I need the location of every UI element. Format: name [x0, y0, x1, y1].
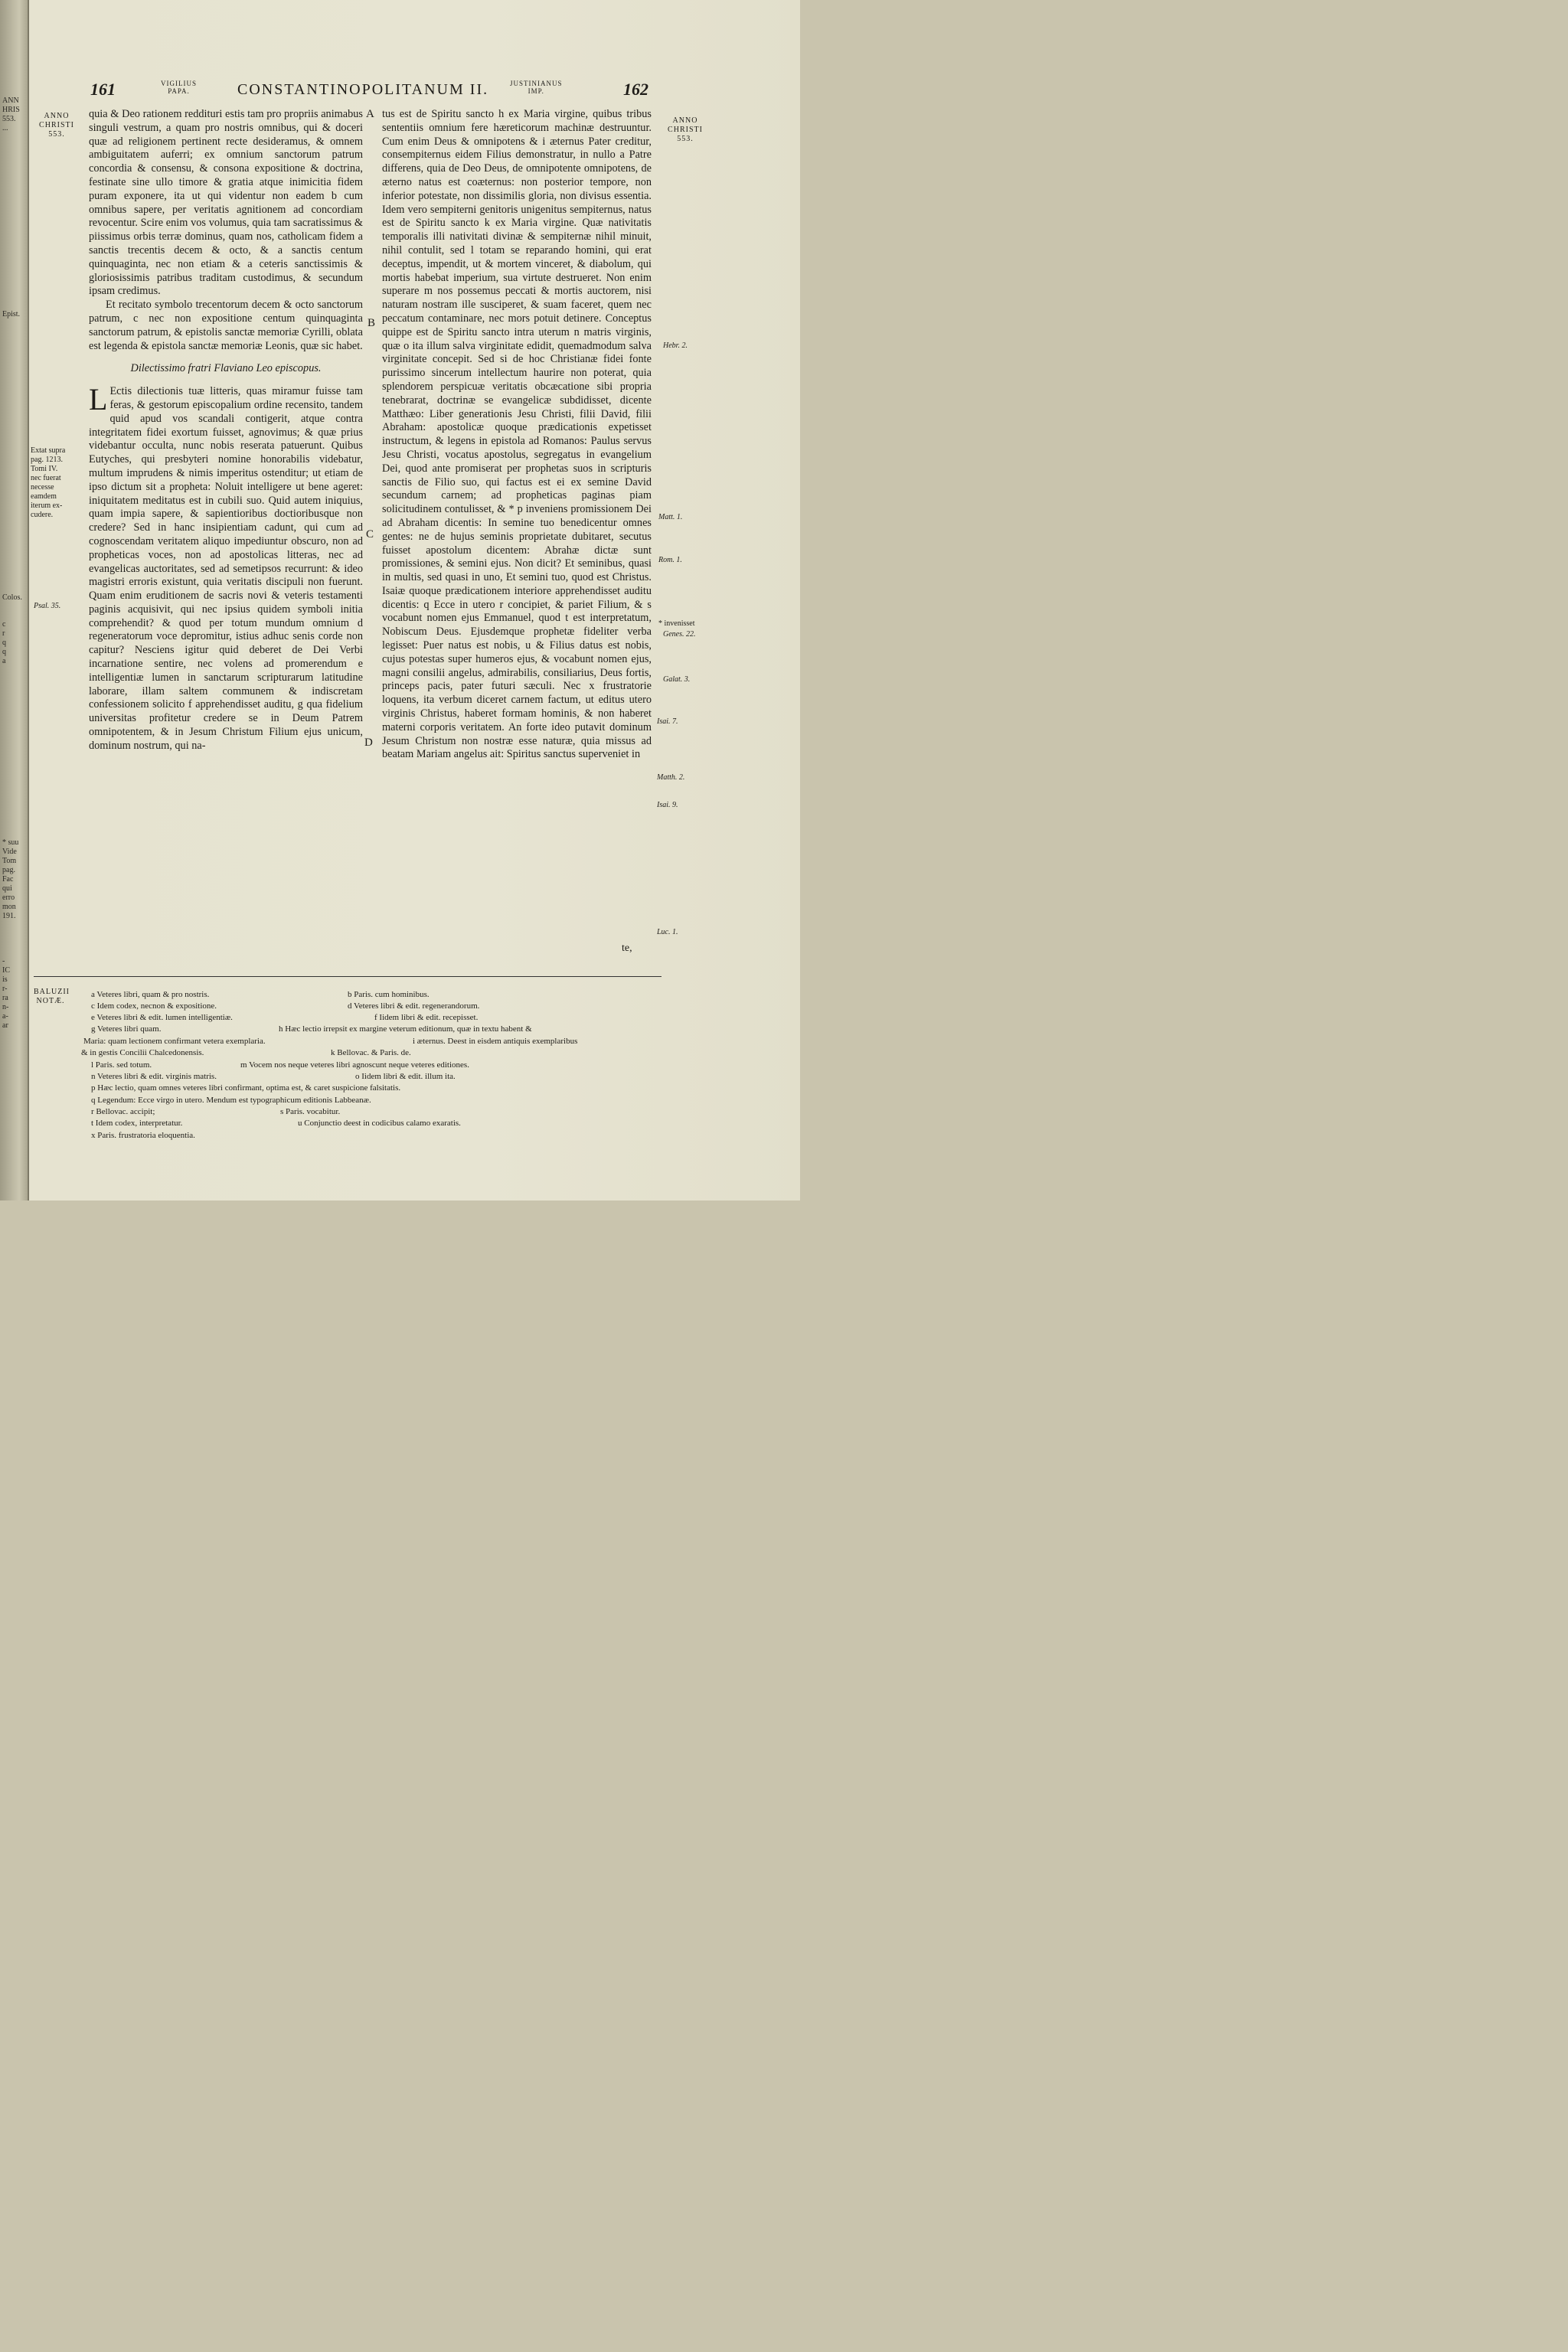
notes-divider: [34, 976, 662, 977]
note-line: s Paris. vocabitur.: [280, 1107, 341, 1116]
note-line: k Bellovac. & Paris. de.: [331, 1048, 411, 1057]
note-line: & in gestis Concilii Chalcedonensis.: [81, 1048, 204, 1057]
margin-ref-isai-7: Isai. 7.: [657, 717, 678, 726]
right-paragraph-1: tus est de Spiritu sancto h ex Maria virgine, quibus tribus sententiis omnium fere hæreticorum machinæ destruuntur. Cum enim Deus & omnipotens & i æternus Pater creditur, consempiternus eidem Filius demonstratur, in nullo a Patre differens, quia de Deo Deus, de omnipotente omnipotens, de æterno natus est coæternus: non posterior tempore, non inferior potestate, non dissimilis gloria, non divisus essentia. Idem vero sempiterni genitoris unigenitus sempiternus, natus est de Spiritu sancto k ex Maria virgine. Quæ nativitatis temporalis illi nativitati divinæ & sempiternæ nihil minuit, nihil contulit, sed l totam se reparando homini, qui erat deceptus, impendit, ut & mortem vinceret, & diabolum, qui mortis habebat imperium, sua virtute destrueret. Non enim superare m nos possemus peccati & mortis auctorem, nisi naturam nostram ille susciperet, & suam faceret, quem nec peccatum contaminare, nec mors potuit detinere. Conceptus quippe est de Spiritu sancto intra uterum n matris virginis, quæ o ita illum salva virginitate edidit, quemadmodum salva virginitate concepit. Sed si de hoc Christianæ fidei fonte purissimo sincerum intellectum haurire non poterat, quia splendorem perspicuæ veritatis obcæcatione sibi propria tenebrarat, doctrinæ se evangelicæ subdidisset, dicente Matthæo: Liber generationis Jesu Christi, filii David, filii Abraham: apostolicæ quoque prædicationis expetisset instructum, & legens in epistola ad Romanos: Paulus servus Jesu Christi, vocatus apostolus, segregatus in evangelium Dei, quod ante promiserat per prophetas suos in scripturis sanctis de Filio suo, qui factus est ei ex semine David secundum carnem; ad propheticas paginas piam solicitudinem contulisset, & * p inveniens promissionem Dei ad Abraham dicentis: In semine tuo benedicentur omnes gentes: ne de hujus seminis proprietate dubitaret, secutus fuisset apostolum dicentem: Abrahæ dictæ sunt promissiones, & semini ejus. Non dicit? Et seminibus, quasi in multis, sed quasi in uno, Et semini tuo, quod est Christus. Isaiæ quoque prædicationem interiore apprehendisset auditu dicentis: q Ecce in utero r concipiet, & pariet Filium, & s vocabunt nomen ejus Emmanuel, quod t est interpretatum, Nobiscum Deus. Ejusdemque prophetæ fideliter verba legisset: Puer natus est nobis, u & Filius datus est nobis, cujus potestas super humeros ejus, & vocabunt nomen ejus, magni consilii angelus, admirabilis, consiliarius, Deus fortis, princeps pacis, pater futuri sæculi. Nec x frustratorie loquens, ita verbum diceret carnem factum, ut editus utero virginis Christus, haberet formam hominis, & non haberet materni corporis veritatem. An forte ideo putavit dominum Jesum Christum non nostræ esse naturæ, quia missus ad beatam Mariam angelus ait: Spiritus sanctus superveniet in: [382, 108, 652, 761]
note-line: d Veteres libri & edit. regenerandorum.: [348, 1001, 480, 1011]
note-line: g Veteres libri quam.: [91, 1024, 162, 1034]
note-line: r Bellovac. accipit;: [91, 1107, 155, 1116]
left-page-number: 161: [90, 80, 116, 99]
margin-ref-genes: Genes. 22.: [663, 630, 696, 639]
right-running-head: JUSTINIANUS IMP.: [510, 80, 563, 95]
left-paragraph-1: quia & Deo rationem reddituri estis tam pro propriis animabus singuli vestrum, a quam pro nostris omnibus, qui & doceri quæ ad religionem pertinent recte desideramus, & omnem ambiguitatem auferri; ex omnium sanctorum patrum concordia & consensu, & consona expositione & doctrina, festinate sine ullo timore & gratia atque inimicitia fidem puram exponere, ita ut qui videntur non eadem b cum omnibus sapere, per veritatis agnitionem ad concordiam revocentur. Scire enim vos volumus, quia tam sacratissimus & piissimus orbis terræ dominus, quam nos, catholicam fidem a sanctis trecentis decem & octo, & a sanctis centum quinquaginta, nec non etiam & a ceteris sanctissimis & gloriosissimis patribus traditam custodimus, & secundum ipsam credimus.: [89, 108, 363, 298]
margin-ref-hebr: Hebr. 2.: [663, 341, 688, 350]
note-line: e Veteres libri & edit. lumen intelligentiæ.: [91, 1013, 233, 1022]
margin-ref-invenisset: * invenisset: [658, 619, 695, 628]
note-line: q Legendum: Ecce virgo in utero. Mendum est typographicum editionis Labbeanæ.: [91, 1096, 371, 1105]
section-letter-d: D: [364, 737, 373, 749]
margin-ref-luc: Luc. 1.: [657, 928, 678, 936]
margin-ref-isai-9: Isai. 9.: [657, 801, 678, 809]
catchword: te,: [622, 942, 632, 954]
section-letter-a: A: [366, 108, 374, 120]
strip-fragment-epist: Epist.: [2, 310, 21, 318]
section-letter-c: C: [366, 528, 374, 541]
strip-fragment-note: * suu Vide Tom pag. Fac qui erro mon 191.: [2, 838, 19, 920]
margin-ref-galat: Galat. 3.: [663, 675, 691, 684]
note-line: t Idem codex, interpretatur.: [91, 1119, 183, 1128]
note-line: i æternus. Deest in eisdem antiquis exemplaribus: [413, 1037, 578, 1046]
strip-fragment-colos: Colos.: [2, 593, 22, 602]
drop-cap: L: [89, 382, 108, 417]
strip-fragment-letters: c r q q a: [2, 620, 6, 665]
book-page: [0, 0, 800, 1200]
note-line: m Vocem nos neque veteres libri agnoscunt neque veteres editiones.: [240, 1060, 469, 1070]
extat-note: Extat supra pag. 1213. Tomi IV. nec fuerat necesse eamdem iterum ex- cudere.: [31, 446, 66, 519]
note-line: u Conjunctio deest in codicibus calamo exaratis.: [298, 1119, 461, 1128]
left-paragraph-3: Ectis dilectionis tuæ litteris, quas miramur fuisse tam feras, & gestorum episcopalium ordine recensito, tandem quid apud vos scandali contigerit, atque contra integritatem fidei exortum fuisset, agnovimus; & quæ prius videbantur occulta, nunc nobis reserata patuerunt. Quibus Eutyches, qui presbyteri nomine honorabilis videbatur, multum imprudens & nimis imperitus ostenditur; ut etiam de ipso dictum sit a propheta: Noluit intelligere ut bene ageret: iniquitatem meditatus est in cubili suo. Quid autem iniquius, quam impia sapere, & sapientioribus doctioribusque non credere? Sed in hanc insipientiam cadunt, qui cum ad cognoscendam veritatem aliquo impediuntur obscuro, non ad propheticas voces, non ad apostolicas litteras, nec ad evangelicas auctoritates, sed ad semetipsos recurrunt: & ideo magistri erroris existunt, quia veritatis discipuli non fuerunt. Quam enim eruditionem de sacris novi & veteris testamenti paginis acquisivit, qui nec ipsius quidem symboli initia comprehendit? & quod per totum mundum omnium d regeneratorum voce depromitur, istius adhuc senis corde non capitur? Nesciens igitur quid deberet de Dei Verbi incarnatione sentire, nec volens ad promerendum e intelligentiæ lumen in sanctarum scripturarum latitudine laborare, illam saltem communem & indiscretam confessionem solicito f apprehendisset auditu, g qua fidelium universitas profitetur credere se in Deum Patrem omnipotentem, & in Jesum Christum Filium ejus unicum, dominum nostrum, qui na-: [89, 385, 363, 752]
left-anno-christi: ANNO CHRISTI 553.: [39, 112, 74, 139]
margin-ref-matth: Matth. 2.: [657, 773, 685, 782]
note-line: h Hæc lectio irrepsit ex margine veterum editionum, quæ in textu habent &: [279, 1024, 532, 1034]
note-line: b Paris. cum hominibus.: [348, 990, 430, 999]
notes-label: BALUZII NOTÆ.: [34, 988, 70, 1005]
right-anno-christi: ANNO CHRISTI 553.: [668, 116, 703, 143]
strip-fragment-bottom: - IC is r- ra n- a- ar: [2, 957, 10, 1030]
note-line: n Veteres libri & edit. virginis matris.: [91, 1072, 217, 1081]
note-line: p Hæc lectio, quam omnes veteres libri confirmant, optima est, & caret suspicione falsitatis.: [91, 1083, 401, 1093]
adjacent-page-strip: [0, 0, 29, 1200]
note-line: Maria: quam lectionem confirmant vetera exemplaria.: [83, 1037, 266, 1046]
note-line: o Iidem libri & edit. illum ita.: [355, 1072, 456, 1081]
left-running-head: VIGILIUS PAPA.: [161, 80, 197, 95]
note-line: c Idem codex, necnon & expositione.: [91, 1001, 217, 1011]
strip-fragment-top: ANN HRIS 553. ...: [2, 96, 20, 132]
page-title: CONSTANTINOPOLITANUM II.: [237, 81, 489, 98]
left-paragraph-2: Et recitato symbolo trecentorum decem & octo sanctorum patrum, c nec non expositione centum quinquaginta sanctorum patrum, & epistolis sanctæ memoriæ Cyrilli, oblata est legenda & epistola sanctæ memoriæ Leonis, quæ sic habet.: [89, 299, 363, 352]
note-line: l Paris. sed totum.: [91, 1060, 152, 1070]
margin-ref-rom: Rom. 1.: [658, 556, 682, 564]
note-line: x Paris. frustratoria eloquentia.: [91, 1131, 195, 1140]
psalm-reference: Psal. 35.: [34, 602, 61, 610]
section-letter-b: B: [368, 317, 376, 329]
note-line: a Veteres libri, quam & pro nostris.: [91, 990, 210, 999]
left-text-column: [89, 108, 363, 969]
running-header: [90, 78, 657, 101]
right-page-number: 162: [623, 80, 648, 99]
margin-ref-matt: Matt. 1.: [658, 513, 683, 521]
epistle-heading: Dilectissimo fratri Flaviano Leo episcopus.: [130, 362, 322, 375]
right-text-column: [382, 108, 652, 958]
note-line: f Iidem libri & edit. recepisset.: [374, 1013, 479, 1022]
